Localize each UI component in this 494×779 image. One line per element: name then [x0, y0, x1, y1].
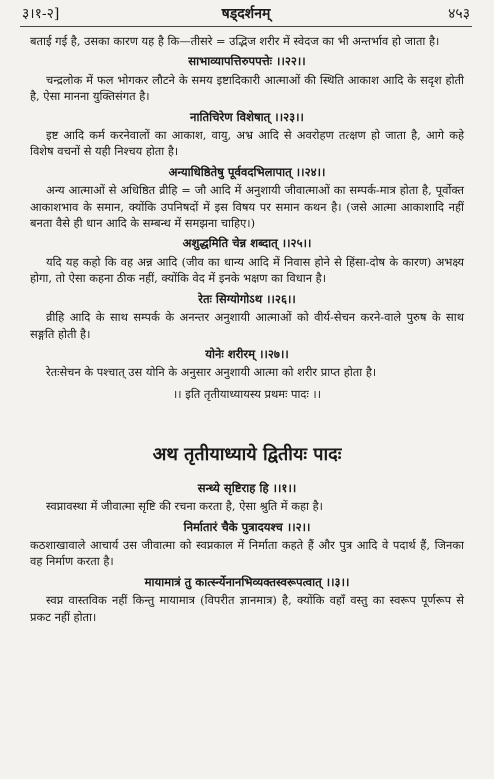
- section-reference: ३।१-२]: [22, 6, 60, 22]
- paragraph: इष्ट आदि कर्म करनेवालों का आकाश, वायु, अभ्र आदि से अवरोहण तत्क्षण हो जाता है, आगे कहे विशेष वचनों से यही निश्चय होता है।: [30, 128, 464, 159]
- paragraph: स्वप्नावस्था में जीवात्मा सृष्टि की रचना करता है, ऐसा श्रुति में कहा है।: [46, 499, 323, 514]
- paragraph: चन्द्रलोक में फल भोगकर लौटने के समय इष्टादिकारी आत्माओं की स्थिति आकाश आदि के सदृश होती है, ऐसा मानना युक्तिसंगत है।: [30, 72, 464, 104]
- sutra-heading: रेतः सिग्योगोऽथ ।।२६।।: [198, 291, 296, 306]
- chapter-heading: अथ तृतीयाध्याये द्वितीयः पादः: [152, 443, 342, 465]
- paragraph: बताई गई है, उसका कारण यह है कि—तीसरे = उद्भिज शरीर में स्वेदज का भी अन्तर्भाव हो जाता है।: [30, 34, 440, 48]
- sutra-heading: साभाव्यापत्तिरुपपत्तेः ।।२२।।: [188, 54, 306, 69]
- sutra-heading: योनेः शरीरम् ।।२७।।: [205, 346, 289, 361]
- sutra-heading: निर्मातारं चैके पुत्रादयश्च ।।२।।: [183, 519, 311, 534]
- sutra-heading: अन्याधिष्ठितेषु पूर्ववदभिलापात् ।।२४।।: [168, 164, 326, 179]
- page-header: [22, 4, 470, 26]
- sutra-heading: सन्ध्ये सृष्टिराह हि ।।१।।: [197, 480, 297, 495]
- paragraph: कठशाखावाले आचार्य उस जीवात्मा को स्वप्नकाल में निर्माता कहते हैं और पुत्र आदि वे पदार्थ हैं, जिनका वह निर्माण करता है।: [30, 537, 464, 569]
- sutra-heading: नातिचिरेण विशेषात् ।।२३।।: [190, 109, 304, 124]
- sutra-heading: अशुद्धमिति चेन्न शब्दात् ।।२५।।: [182, 236, 312, 251]
- paragraph: यदि यह कहो कि वह अन्न आदि (जीव का धान्य आदि में निवास होने से हिंसा-दोष के कारण) अभक्ष्य होगा, तो ऐसा कहना ठीक नहीं, क्योंकि वेद में इनके भक्षण का विधान है।: [30, 254, 464, 286]
- sutra-heading: मायामात्रं तु कार्त्स्न्येनानभिव्यक्तस्वरूपत्वात् ।।३।।: [144, 574, 350, 589]
- running-title: षड्दर्शनम्: [221, 6, 271, 22]
- paragraph: रेतःसेचन के पश्चात् उस योनि के अनुसार अनुशायी आत्मा को शरीर प्राप्त होता है।: [46, 365, 377, 380]
- paragraph: स्वप्न वास्तविक नहीं किन्तु मायामात्र (विपरीत ज्ञानमात्र) है, क्योंकि वहाँ वस्तु का स्वरूप पूर्णरूप से प्रकट नहीं होता।: [30, 593, 464, 624]
- header-rule: [20, 26, 472, 27]
- paragraph: व्रीहि आदि के साथ सम्पर्क के अनन्तर अनुशायी आत्माओं को वीर्य-सेचन करने-वाले पुरुष के साथ सङ्गति होती है।: [30, 310, 464, 341]
- body-text: [30, 33, 464, 629]
- page-number: ४५३: [448, 6, 470, 22]
- section-end-marker: ।। इति तृतीयाध्यायस्य प्रथमः पादः ।।: [172, 386, 322, 401]
- paragraph: अन्य आत्माओं से अधिष्ठित व्रीहि = जौ आदि में अनुशायी जीवात्माओं का सम्पर्क-मात्र होता है, पूर्वोक्त आकाशभाव के समान, क्योंकि उपनिषदों में इस विषय पर समान कथन है। (जसे आत्मा आकाशादि नहीं बनता वैसे ही धान आदि के सम्बन्ध में समझना चाहिए।): [30, 183, 464, 231]
